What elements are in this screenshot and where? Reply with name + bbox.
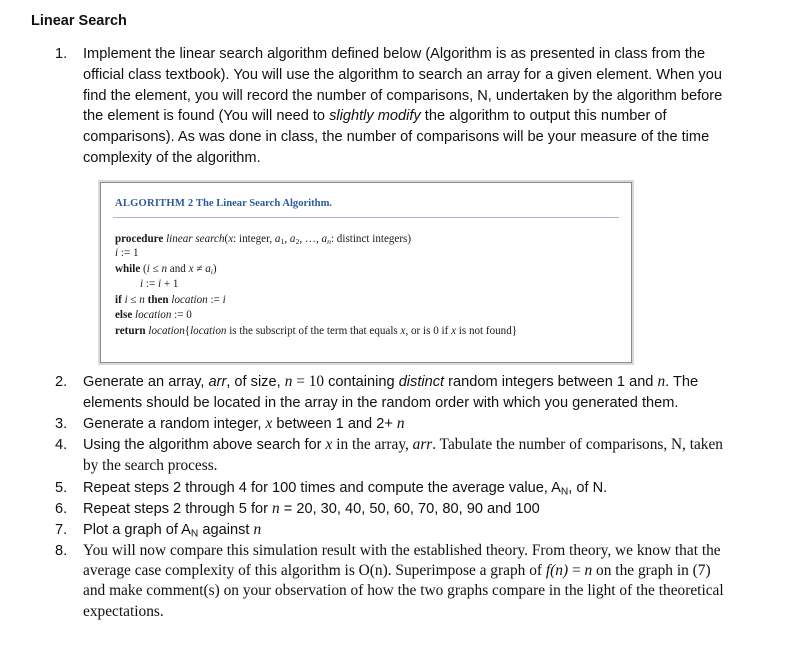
item-number: 4. bbox=[55, 437, 68, 453]
algorithm-caption: The Linear Search Algorithm. bbox=[195, 198, 333, 209]
text-run: is not found} bbox=[456, 325, 518, 337]
item-text bbox=[83, 499, 733, 520]
text-run: is the subscript of the term that equals bbox=[226, 325, 401, 337]
text-run: x bbox=[400, 325, 406, 337]
text-run: n bbox=[284, 373, 293, 390]
text-run: else bbox=[115, 309, 133, 321]
item-text bbox=[83, 478, 733, 499]
text-run: x bbox=[325, 436, 333, 453]
item-text bbox=[83, 414, 733, 435]
text-run: and bbox=[167, 263, 189, 275]
text-run: against bbox=[198, 522, 254, 538]
text-run: : distinct integers) bbox=[330, 233, 412, 245]
item-number: 2. bbox=[55, 374, 68, 390]
text-run: You will now compare this simulation result with the established theory. From theory, we know that the average case complexity of this algorithm is O(n). Superimpose a graph of bbox=[83, 542, 721, 580]
text-run: . Tabulate the number of comparisons, N, taken by the search process. bbox=[83, 436, 723, 474]
text-run: := bbox=[207, 294, 223, 306]
text-run: := 1 bbox=[118, 247, 139, 259]
text-run: { bbox=[184, 325, 191, 337]
text-run: ≠ bbox=[193, 263, 206, 275]
text-run: the algorithm to output this number of comparisons). As was done in class, the number of comparisons will be your measure of the time complexity of the algorithm. bbox=[83, 108, 710, 166]
item-text bbox=[83, 372, 733, 414]
text-run: x bbox=[451, 325, 456, 337]
text-run: N bbox=[560, 486, 569, 498]
text-run: i bbox=[115, 247, 119, 259]
text-run: n bbox=[272, 500, 280, 517]
algorithm-line bbox=[115, 309, 192, 322]
text-run: N bbox=[190, 528, 199, 540]
text-run: a bbox=[205, 263, 211, 275]
text-run: ) bbox=[212, 263, 217, 275]
item-number: 1. bbox=[55, 46, 68, 62]
text-run: 1 bbox=[280, 236, 285, 246]
algorithm-line bbox=[115, 233, 411, 246]
algorithm-label: ALGORITHM 2 bbox=[115, 198, 194, 209]
text-run: f(n) bbox=[545, 562, 569, 580]
text-run: := bbox=[143, 278, 158, 290]
text-run: n bbox=[327, 236, 331, 246]
text-run: ( bbox=[224, 233, 229, 245]
item-text bbox=[83, 44, 733, 169]
text-run: = bbox=[568, 562, 585, 580]
text-run: a bbox=[289, 233, 296, 245]
text-run: distinct bbox=[398, 374, 445, 390]
text-run: location bbox=[135, 309, 172, 321]
text-run: on the graph in (7) and make comment(s) on your observation of how the two graphs compare in the light of the theoretical expectations. bbox=[83, 562, 724, 620]
text-run: slightly modify bbox=[329, 108, 421, 125]
item-text bbox=[83, 520, 733, 541]
text-run: n bbox=[584, 562, 593, 580]
text-run: , …, bbox=[299, 233, 322, 245]
algorithm-line bbox=[115, 247, 139, 260]
text-run: i bbox=[140, 278, 144, 290]
text-run: n bbox=[139, 294, 145, 306]
text-run: location bbox=[190, 325, 227, 337]
text-run: = 20, 30, 40, 50, 60, 70, 80, 90 and 100 bbox=[279, 501, 540, 517]
text-run: a bbox=[321, 233, 328, 245]
text-run: a bbox=[274, 233, 281, 245]
text-run: i bbox=[124, 294, 128, 306]
item-text bbox=[83, 435, 733, 477]
text-run: + 1 bbox=[161, 278, 179, 290]
algorithm-line bbox=[115, 263, 217, 276]
text-run: ( bbox=[140, 263, 147, 275]
item-number: 6. bbox=[55, 501, 68, 517]
text-run: := 0 bbox=[171, 309, 192, 321]
text-run: Repeat steps 2 through 4 for 100 times and compute the average value, A bbox=[83, 480, 561, 496]
text-run: Generate a random integer, bbox=[83, 416, 266, 432]
text-run: x bbox=[228, 233, 234, 245]
text-run: n bbox=[161, 263, 168, 275]
text-run: i bbox=[146, 263, 150, 275]
text-run: n bbox=[657, 373, 666, 390]
text-run: in the array, bbox=[332, 436, 413, 453]
text-run: Implement the linear search algorithm defined below (Algorithm is as presented in class from the official class textbook). You will use the algorithm to search an array for a given element. When you find the element, you will record the number of comparisons, N, undertaken by the algorithm before the element is found (You will need to bbox=[83, 46, 723, 125]
text-run: i bbox=[222, 294, 226, 306]
text-run: : integer, bbox=[233, 233, 275, 245]
algorithm-line bbox=[140, 278, 178, 291]
text-run: 2 bbox=[295, 236, 300, 246]
text-run: Plot a graph of A bbox=[83, 522, 191, 538]
item-number: 7. bbox=[55, 522, 68, 538]
item-number: 5. bbox=[55, 480, 68, 496]
text-run: x bbox=[188, 263, 194, 275]
text-run: ≤ bbox=[127, 294, 140, 306]
text-run: ≤ bbox=[149, 263, 162, 275]
text-run: x bbox=[265, 415, 273, 432]
text-run: = 10 bbox=[292, 373, 325, 390]
text-run: then bbox=[147, 294, 169, 306]
text-run: Repeat steps 2 through 5 for bbox=[83, 501, 273, 517]
text-run: procedure bbox=[115, 233, 164, 245]
text-run: location bbox=[171, 294, 208, 306]
item-number: 8. bbox=[55, 543, 68, 559]
text-run: n bbox=[253, 521, 262, 538]
algorithm-line bbox=[115, 294, 226, 307]
text-run: return bbox=[115, 325, 146, 337]
text-run: , of size, bbox=[226, 374, 285, 390]
text-run: , of N. bbox=[568, 480, 608, 496]
text-run: i bbox=[210, 266, 213, 276]
text-run: between 1 and 2+ bbox=[272, 416, 397, 432]
item-text bbox=[83, 541, 733, 622]
text-run: , bbox=[284, 233, 290, 245]
text-run: , or is 0 if bbox=[405, 325, 452, 337]
text-run: . The elements should be located in the array in the random order with which you generated them. bbox=[83, 374, 699, 411]
text-run: location bbox=[148, 325, 185, 337]
algorithm-header bbox=[115, 198, 332, 209]
text-run: n bbox=[396, 415, 405, 432]
text-run: random integers between 1 and bbox=[444, 374, 658, 390]
page-title: Linear Search bbox=[31, 13, 127, 29]
text-run: if bbox=[115, 294, 122, 306]
text-run: linear search bbox=[166, 233, 225, 245]
text-run: containing bbox=[324, 374, 399, 390]
text-run: Using the algorithm above search for bbox=[83, 437, 326, 453]
algorithm-box bbox=[100, 182, 632, 363]
text-run: Generate an array, bbox=[83, 374, 209, 390]
text-run: arr bbox=[208, 374, 227, 390]
text-run: i bbox=[157, 278, 162, 290]
divider bbox=[113, 217, 619, 218]
text-run: arr bbox=[412, 436, 433, 453]
text-run: while bbox=[115, 263, 141, 275]
algorithm-line bbox=[115, 325, 517, 338]
item-number: 3. bbox=[55, 416, 68, 432]
